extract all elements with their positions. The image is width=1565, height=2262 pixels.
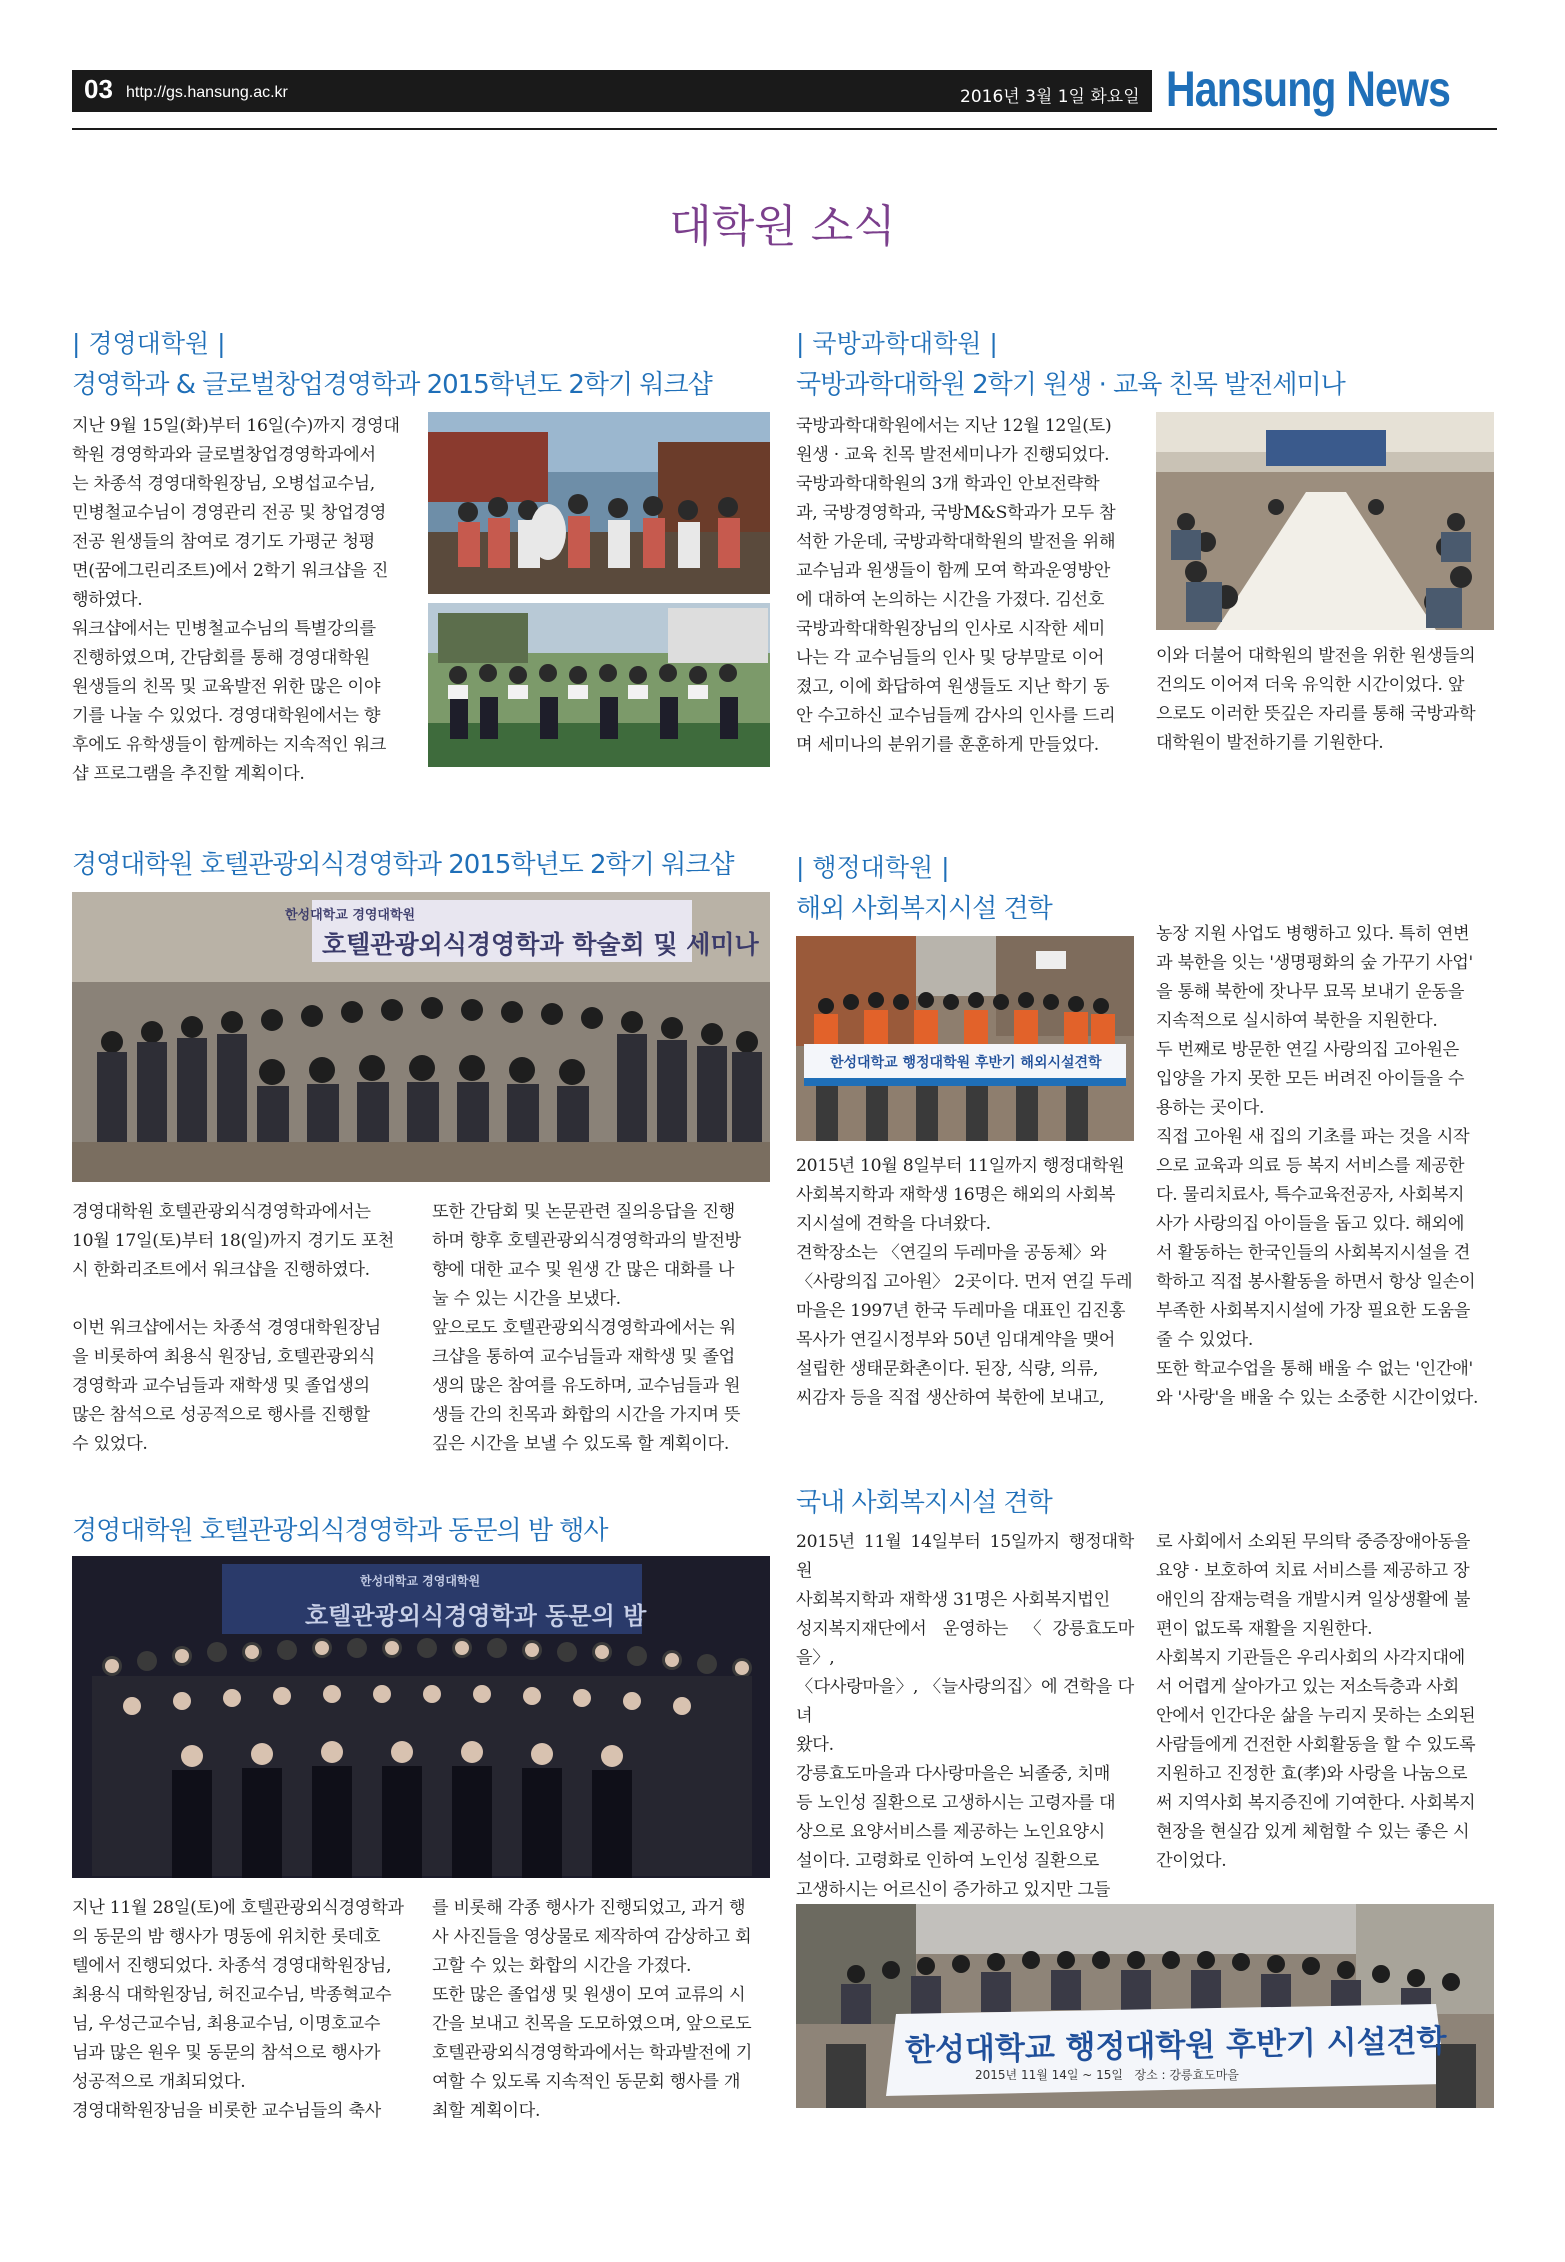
- article6-photo-banner-sub: 2015년 11월 14일 ~ 15일 장소 : 강릉효도마을: [975, 2068, 1239, 2082]
- article6-photo-banner: 한성대학교 행정대학원 후반기 시설견학: [904, 2023, 1447, 2069]
- article5-photo-banner-small: 한성대학교 경영대학원: [360, 1574, 481, 1588]
- article5-body-right: 를 비롯해 각종 행사가 진행되었고, 과거 행 사 사진들을 영상물로 제작하여 감상하고 회 고할 수 있는 화합의 시간을 가졌다. 또한 많은 졸업생 및 원생이 모여 교류의 시 간을 보내고 친목을 도모하였으며, 앞으로도 호텔관광외식경영학과에서는 학과발전에 기 여할 수 있도록 지속적인 동문회 행사를 개 최할 계획이다.: [432, 1898, 753, 2121]
- header-rule: [72, 128, 1497, 130]
- article5-headline: 경영대학원 호텔관광외식경영학과 동문의 밤 행사: [72, 1516, 608, 1546]
- article1-body: 지난 9월 15일(화)부터 16일(수)까지 경영대 학원 경영학과와 글로벌창업경영학과에서 는 차종석 경영대학원장님, 오병섭교수님, 민병철교수님이 경영관리 전공 및 창업경영 전공 원생들의 참여로 경기도 가평군 청평 면(꿈에그린리조트)에서 2학기 워크샵을 진 행하였다. 워크샵에서는 민병철교수님의 특별강의를 진행하였으며, 간담회를 통해 경영대학원 원생들의 친목 및 교육발전 위한 많은 이야 기를 나눌 수 있었다. 경영대학원에서는 향 후에도 유학생들이 함께하는 지속적인 워크 샵 프로그램을 추진할 계획이다.: [72, 416, 400, 784]
- article1-category: | 경영대학원 |: [72, 329, 226, 358]
- article5-photo-banner: 호텔관광외식경영학과 동문의 밤: [305, 1602, 647, 1630]
- brand-logo: Hansung News: [1166, 61, 1451, 117]
- article4-category: | 행정대학원 |: [796, 853, 950, 882]
- article6-headline: 국내 사회복지시설 견학: [796, 1488, 1052, 1518]
- article1-photo-bottom: [428, 603, 770, 767]
- article1-headline: 경영학과 & 글로벌창업경영학과 2015학년도 2학기 워크샵: [72, 370, 712, 400]
- article2-body-left: 국방과학대학원에서는 지난 12월 12일(토) 원생 · 교육 친목 발전세미나가 진행되었다. 국방과학대학원의 3개 학과인 안보전략학 과, 국방경영학과, 국방M&S학과가 모두 참 석한 가운데, 국방과학대학원의 발전을 위해 교수님과 원생들이 함께 모여 학과운영방안 에 대하여 논의하는 시간을 가졌다. 김선호 국방과학대학원장님의 인사로 시작한 세미 나는 각 교수님들의 인사 및 당부말로 이어 졌고, 이에 화답하여 원생들도 지난 학기 동 안 수고하신 교수님들께 감사의 인사를 드리 며 세미나의 분위기를 훈훈하게 만들었다.: [796, 416, 1116, 755]
- article2-body-right: 이와 더불어 대학원의 발전을 위한 원생들의 건의도 이어져 더욱 유익한 시간이었다. 앞 으로도 이러한 뜻깊은 자리를 통해 국방과학 대학원이 발전하기를 기원한다.: [1156, 646, 1476, 753]
- section-title: 대학원 소식: [669, 201, 896, 252]
- site-url[interactable]: http://gs.hansung.ac.kr: [126, 84, 288, 101]
- article4-body-left: 2015년 10월 8일부터 11일까지 행정대학원 사회복지학과 재학생 16명은 해외의 사회복 지시설에 견학을 다녀왔다. 견학장소는 〈연길의 두레마을 공동체〉와 〈사랑의집 고아원〉 2곳이다. 먼저 연길 두레 마을은 1997년 한국 두레마을 대표인 김진홍 목사가 연길시정부와 50년 임대계약을 맺어 설립한 생태문화촌이다. 된장, 식량, 의류, 씨감자 등을 직접 생산하여 북한에 보내고,: [796, 1156, 1133, 1408]
- article4-photo: [796, 936, 1134, 1141]
- article3-body-left: 경영대학원 호텔관광외식경영학과에서는 10월 17일(토)부터 18(일)까지 경기도 포천 시 한화리조트에서 워크샵을 진행하였다. 이번 워크샵에서는 차종석 경영대학원장님 을 비롯하여 최용식 원장님, 호텔관광외식 경영학과 교수님들과 재학생 및 졸업생의 많은 참석으로 성공적으로 행사를 진행할 수 있었다.: [72, 1202, 395, 1454]
- article1-photo-top: [428, 412, 770, 594]
- article6-body-right: 로 사회에서 소외된 무의탁 중증장애아동을 요양 · 보호하여 치료 서비스를 제공하고 장 애인의 잠재능력을 개발시켜 일상생활에 불 편이 없도록 재활을 지원한다. 사회복지 기관들은 우리사회의 사각지대에 서 어렵게 살아가고 있는 저소득층과 사회 안에서 인간다운 삶을 누리지 못하는 소외된 사람들에게 건전한 사회활동을 할 수 있도록 지원하고 진정한 효(孝)와 사랑을 나눔으로 써 지역사회 복지증진에 기여한다. 사회복지 현장을 현실감 있게 체험할 수 있는 좋은 시 간이었다.: [1156, 1532, 1476, 1871]
- article3-body-right: 또한 간담회 및 논문관련 질의응답을 진행 하며 향후 호텔관광외식경영학과의 발전방 향에 대한 교수 및 원생 간 많은 대화를 나 눌 수 있는 시간을 보냈다. 앞으로도 호텔관광외식경영학과에서는 워 크샵을 통하여 교수님들과 재학생 및 졸업 생의 많은 참여를 유도하며, 교수님들과 원 생들 간의 친목과 화합의 시간을 가지며 뜻 깊은 시간을 보낼 수 있도록 할 계획이다.: [432, 1202, 741, 1454]
- article4-photo-banner: 한성대학교 행정대학원 후반기 해외시설견학: [830, 1055, 1102, 1071]
- article4-body-right: 농장 지원 사업도 병행하고 있다. 특히 연변 과 북한을 잇는 '생명평화의 숲 가꾸기 사업' 을 통해 북한에 잣나무 묘목 보내기 운동을 지속적으로 실시하여 북한을 지원한다. 두 번째로 방문한 연길 사랑의집 고아원은 입양을 가지 못한 모든 버려진 아이들을 수 용하는 곳이다. 직접 고아원 새 집의 기초를 파는 것을 시작 으로 교육과 의료 등 복지 서비스를 제공한 다. 물리치료사, 특수교육전공자, 사회복지 사가 사랑의집 아이들을 돕고 있다. 해외에 서 활동하는 한국인들의 사회복지시설을 견 학하고 직접 봉사활동을 하면서 항상 일손이 부족한 사회복지시설에 가장 필요한 도움을 줄 수 있었다. 또한 학교수업을 통해 배울 수 없는 '인간애' 와 '사랑'을 배울 수 있는 소중한 시간이었다.: [1156, 924, 1479, 1408]
- article2-category: | 국방과학대학원 |: [796, 329, 998, 358]
- article3-headline: 경영대학원 호텔관광외식경영학과 2015학년도 2학기 워크샵: [72, 850, 734, 880]
- article5-body-left: 지난 11월 28일(토)에 호텔관광외식경영학과 의 동문의 밤 행사가 명동에 위치한 롯데호 텔에서 진행되었다. 차종석 경영대학원장님, 최용식 대학원장님, 허진교수님, 박종혁교수 님, 우성근교수님, 최용교수님, 이명호교수 님과 많은 원우 및 동문의 참석으로 행사가 성공적으로 개최되었다. 경영대학원장님을 비롯한 교수님들의 축사: [72, 1898, 404, 2121]
- issue-date: 2016년 3월 1일 화요일: [960, 87, 1140, 107]
- article3-photo-banner: 호텔관광외식경영학과 학술회 및 세미나: [322, 930, 759, 959]
- article3-photo-banner-small: 한성대학교 경영대학원: [285, 908, 416, 923]
- article2-headline: 국방과학대학원 2학기 원생 · 교육 친목 발전세미나: [796, 370, 1345, 400]
- article4-headline: 해외 사회복지시설 견학: [796, 894, 1052, 924]
- article2-photo: [1156, 412, 1494, 630]
- article6-body-left: 2015년 11월 14일부터 15일까지 행정대학원 사회복지학과 재학생 31명은 사회복지법인 성지복지재단에서 운영하는 〈강릉효도마을〉, 〈다사랑마을〉, 〈늘사랑의집〉에 견학을 다녀 왔다. 강릉효도마을과 다사랑마을은 뇌졸중, 치매 등 노인성 질환으로 고생하시는 고령자를 대 상으로 요양서비스를 제공하는 노인요양시 설이다. 고령화로 인하여 노인성 질환으로 고생하시는 어르신이 증가하고 있지만 그들: [796, 1532, 1134, 1900]
- page-number: 03: [84, 74, 113, 104]
